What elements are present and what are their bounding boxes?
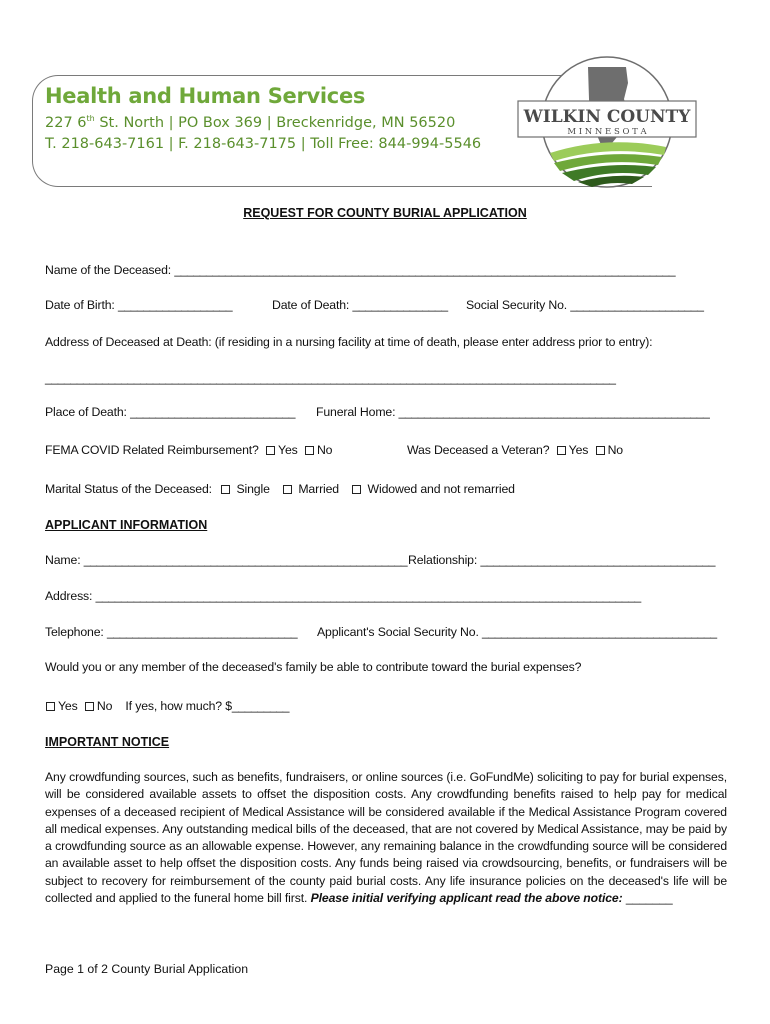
deceased-ssn-row (466, 298, 703, 312)
funeral-home-field[interactable]: _________________________________________________ (398, 405, 710, 419)
how-much-label: If yes, how much? $ (125, 699, 232, 713)
applicant-name-field[interactable]: ___________________________________________________ (83, 553, 408, 567)
notice-text: Any crowdfunding sources, such as benefits, fundraisers, or online sources (i.e. GoFundMe) soliciting to pay for burial expenses, will be considered available assets to offset the disposition costs. Any crowdfunding benefits raised to help pay for medical expenses of a deceased recipient of Medical Assistance will be considered available if the Medical Assistance Program covered all medical expenses. Any outstanding medical bills of the deceased, that are not covered by Medical Assistance, may be paid by a crowdfunding source as an allowable expense. However, any remaining balance in the crowdfunding source will be considered an available asset to help offset the disposition costs. Any funds being raised via crowdsourcing, benefits, or fundraisers will be subject to recovery for reimbursement of the county paid burial costs. Any life insurance policies on the deceased's life will be collected and applied to the funeral home bill first. (45, 770, 727, 906)
contribute-no-checkbox[interactable] (85, 702, 94, 711)
letterhead-address: 227 6th St. North | PO Box 369 | Breckenridge, MN 56520 (45, 114, 456, 131)
notice-initial-label: Please initial verifying applicant read the above notice: (310, 891, 623, 906)
marital-single-label: Single (236, 482, 270, 496)
dob-row (45, 298, 232, 312)
marital-married-label: Married (298, 482, 339, 496)
veteran-yes-label: Yes (568, 443, 589, 457)
marital-married-checkbox[interactable] (283, 485, 292, 494)
relationship-field[interactable]: _____________________________________ (480, 553, 715, 567)
svg-text:WILKIN COUNTY: WILKIN COUNTY (523, 107, 691, 127)
marital-single-checkbox[interactable] (221, 485, 230, 494)
veteran-yes-checkbox[interactable] (557, 446, 566, 455)
deceased-ssn-field[interactable]: _____________________ (570, 298, 704, 312)
dod-label: Date of Death: (272, 298, 350, 312)
marital-widowed-label: Widowed and not remarried (367, 482, 515, 496)
notice-body (45, 769, 727, 907)
dob-label: Date of Birth: (45, 298, 115, 312)
applicant-address-label: Address: (45, 589, 93, 603)
deceased-name-row (45, 263, 675, 277)
contribute-answer-row (42, 699, 289, 713)
contribute-question: Would you or any member of the deceased's family be able to contribute toward the burial expenses? (45, 660, 582, 674)
veteran-no-label: No (607, 443, 623, 457)
marital-widowed-checkbox[interactable] (352, 485, 361, 494)
fema-yes-label: Yes (278, 443, 298, 457)
applicant-ssn-label: Applicant's Social Security No. (317, 625, 479, 639)
deceased-ssn-label: Social Security No. (466, 298, 568, 312)
telephone-row (45, 625, 297, 639)
relationship-label: Relationship: (408, 553, 478, 567)
fema-no-checkbox[interactable] (305, 446, 314, 455)
applicant-ssn-row (317, 625, 717, 639)
contribute-yes-label: Yes (58, 699, 78, 713)
dod-field[interactable]: _______________ (352, 298, 448, 312)
marital-status-label: Marital Status of the Deceased: (45, 482, 212, 496)
place-of-death-label: Place of Death: (45, 405, 127, 419)
deceased-address-field[interactable]: __________________________________________________________________________________________ (45, 371, 616, 385)
deceased-name-field[interactable]: _______________________________________________________________________________ (174, 263, 676, 277)
fema-no-label: No (316, 443, 333, 457)
deceased-name-label: Name of the Deceased: (45, 263, 172, 277)
place-of-death-row (45, 405, 295, 419)
applicant-section-heading: APPLICANT INFORMATION (45, 518, 208, 532)
wilkin-county-logo (516, 53, 698, 191)
deceased-address-label: Address of Deceased at Death: (if residing in a nursing facility at time of death, please enter address prior to entry): (45, 335, 653, 349)
document-title: REQUEST FOR COUNTY BURIAL APPLICATION (243, 206, 527, 220)
letterhead-phone-numbers: T. 218-643-7161 | F. 218-643-7175 | Toll Free: 844-994-5546 (45, 136, 482, 152)
applicant-address-row (45, 589, 641, 603)
applicant-name-label: Name: (45, 553, 81, 567)
contribute-no-label: No (96, 699, 113, 713)
how-much-field[interactable]: _________ (231, 699, 289, 713)
organization-name: Health and Human Services (45, 84, 366, 108)
applicant-ssn-field[interactable]: _____________________________________ (482, 625, 717, 639)
applicant-name-row (45, 553, 407, 567)
dod-row (272, 298, 448, 312)
marital-status-row (45, 482, 515, 496)
notice-initial-field[interactable]: _______ (625, 891, 673, 906)
fema-yes-checkbox[interactable] (266, 446, 275, 455)
fema-row (45, 443, 332, 457)
veteran-label: Was Deceased a Veteran? (407, 443, 550, 457)
fema-label: FEMA COVID Related Reimbursement? (45, 443, 259, 457)
applicant-address-field[interactable]: ______________________________________________________________________________________ (95, 589, 641, 603)
telephone-label: Telephone: (45, 625, 104, 639)
telephone-field[interactable]: ______________________________ (106, 625, 298, 639)
relationship-row (408, 553, 715, 567)
svg-text:M I N N E S O T A: M I N N E S O T A (567, 127, 647, 137)
funeral-home-row (316, 405, 709, 419)
deceased-address-row (45, 371, 616, 385)
notice-heading: IMPORTANT NOTICE (45, 735, 170, 749)
funeral-home-label: Funeral Home: (316, 405, 396, 419)
contribute-yes-checkbox[interactable] (46, 702, 55, 711)
place-of-death-field[interactable]: __________________________ (130, 405, 295, 419)
veteran-no-checkbox[interactable] (596, 446, 605, 455)
page-footer: Page 1 of 2 County Burial Application (45, 962, 249, 976)
dob-field[interactable]: __________________ (117, 298, 233, 312)
veteran-row (407, 443, 623, 457)
